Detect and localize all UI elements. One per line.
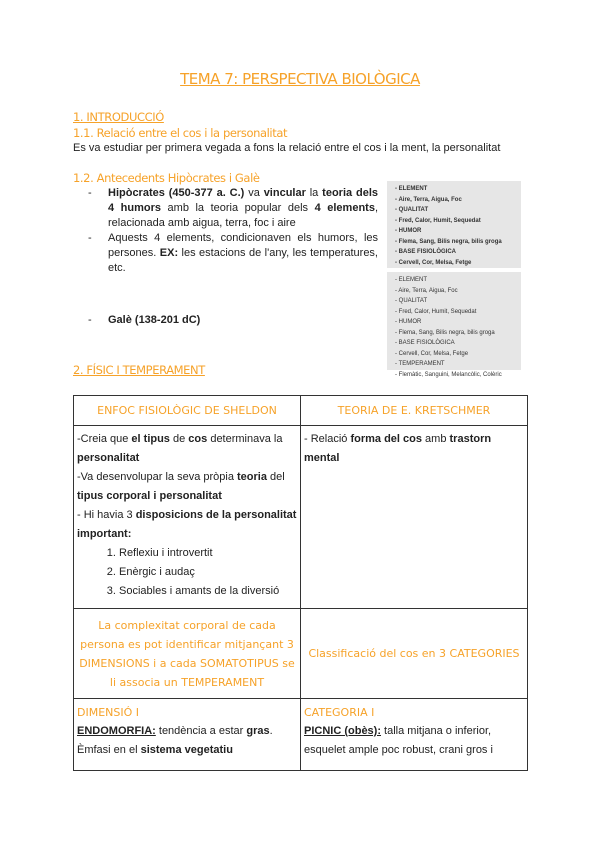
cell-categoria-1 [301, 699, 528, 771]
category-title: CATEGORIA I [304, 706, 375, 719]
section-heading-introduccio: 1. INTRODUCCIÓ [73, 110, 164, 124]
cell-kretschmer [301, 426, 528, 609]
text-run: Hipòcrates (450-377 a. C.) [108, 187, 245, 199]
text-run: amb [422, 433, 450, 445]
header-sheldon: ENFOC FISIOLÒGIC DE SHELDON [74, 396, 301, 426]
image-text-line: - Fred, Calor, Humit, Sequedat [395, 307, 521, 318]
text-run: gras [246, 725, 270, 737]
text-run: PICNIC (obès): [304, 725, 381, 737]
cell-sheldon [74, 426, 301, 609]
text-run: amb la teoria popular dels [161, 202, 315, 214]
list-item [88, 313, 378, 328]
text-run: cos [188, 433, 208, 445]
text-run: -Va desenvolupar la seva pròpia [77, 471, 238, 483]
image-text-line: - Flemàtic, Sanguini, Melancòlic, Colèric [395, 370, 521, 381]
list-item: 2. Enèrgic i audaç [119, 563, 297, 582]
text-run: sistema vegetatiu [140, 744, 233, 756]
text-run: trastorn mental [304, 433, 492, 464]
image-text-line: - BASE FISIOLÒGICA [395, 338, 521, 349]
image-text-line: - ELEMENT [395, 184, 521, 195]
list-item: 3. Sociables i amants de la diversió [119, 582, 297, 601]
text-run: 4 elements [314, 202, 375, 214]
image-text-line: - BASE FISIOLÒGICA [395, 247, 521, 258]
text-line [77, 506, 297, 544]
paragraph: Es va estudiar per primera vegada a fons la relació entre el cos i la ment, la personalitat [73, 142, 501, 154]
text-line [77, 722, 297, 760]
text-run: va [244, 187, 264, 199]
text-run: el tipus [131, 433, 170, 445]
image-text-line: - QUALITAT [395, 296, 521, 307]
image-text-line: - QUALITAT [395, 205, 521, 216]
image-text-line: - ELEMENT [395, 275, 521, 286]
cell-dimensio-1 [74, 699, 301, 771]
page-title: TEMA 7: PERSPECTIVA BIOLÒGICA [180, 70, 420, 88]
image-text-line: - HUMOR [395, 226, 521, 237]
image-text-line: - Fred, Calor, Humit, Sequedat [395, 216, 521, 227]
humors-image-1 [387, 181, 521, 268]
text-run: tendència a estar [155, 725, 247, 737]
section-heading-fisic: 2. FÍSIC I TEMPERAMENT [73, 363, 205, 377]
list-item: 1. Reflexiu i introvertit [119, 544, 297, 563]
image-text-line: - Cervell, Cor, Melsa, Fetge [395, 258, 521, 269]
subsection-heading: 1.1. Relació entre el cos i la personalitat [73, 126, 288, 140]
text-run: determinava la [207, 433, 283, 445]
dispositions-list [77, 544, 297, 601]
dimension-title: DIMENSIÓ I [77, 706, 140, 719]
text-run: del [266, 471, 285, 483]
text-run: vincular [263, 187, 306, 199]
text-run: teoria [237, 471, 267, 483]
text-run: - Hi havia 3 [77, 509, 136, 521]
text-line [304, 722, 524, 760]
text-run: EX: [159, 247, 179, 259]
image-text-line: - HUMOR [395, 317, 521, 328]
text-run: disposicions de la personalitat important: [77, 509, 297, 540]
header-kretschmer: TEORIA DE E. KRETSCHMER [301, 396, 528, 426]
text-run: les estacions de l'any, les temperatures, etc. [108, 247, 378, 274]
text-line [304, 430, 524, 468]
image-text-line: - TEMPERAMENT [395, 359, 521, 370]
image-text-line: - Flema, Sang, Bilis negra, bilis groga [395, 237, 521, 248]
cell-dimensions: La complexitat corporal de cada persona es pot identificar mitjançant 3 DIMENSIONS i a cada SOMATOTIPUS se li associa un TEMPERAMENT [74, 609, 301, 699]
text-run: la [305, 187, 323, 199]
text-run: de [169, 433, 189, 445]
text-run: Aquests 4 elements, condicionaven els humors, les persones. [108, 232, 378, 259]
antecedents-list [88, 186, 378, 328]
image-text-line: - Aire, Terra, Aigua, Foc [395, 286, 521, 297]
cell-categories: Classificació del cos en 3 CATEGORIES [301, 609, 528, 699]
text-line [77, 430, 297, 468]
list-item [88, 186, 378, 231]
image-text-line: - Cervell, Cor, Melsa, Fetge [395, 349, 521, 360]
text-run: teoria dels 4 humors [108, 187, 379, 214]
text-run: personalitat [77, 452, 140, 464]
text-run: Galè (138-201 dC) [108, 314, 201, 326]
text-run: ENDOMORFIA: [77, 725, 156, 737]
text-run: , relacionada amb aigua, terra, foc i aire [108, 202, 379, 229]
image-text-line: - Aire, Terra, Aigua, Foc [395, 195, 521, 206]
text-run: . Èmfasi en el [77, 725, 273, 756]
text-run: -Creia que [77, 433, 132, 445]
text-run: tipus corporal i personalitat [77, 490, 222, 502]
subsection-heading-antecedents: 1.2. Antecedents Hipòcrates i Galè [73, 171, 260, 185]
text-run: forma del cos [350, 433, 422, 445]
text-run: - Relació [304, 433, 351, 445]
image-text-line: - Flema, Sang, Bilis negra, bilis groga [395, 328, 521, 339]
list-item [88, 231, 378, 276]
text-run: talla mitjana o inferior, esquelet ample poc robust, crani gros i [304, 725, 493, 756]
text-line [77, 468, 297, 506]
humors-image-2 [387, 272, 521, 378]
comparison-table [73, 395, 528, 771]
